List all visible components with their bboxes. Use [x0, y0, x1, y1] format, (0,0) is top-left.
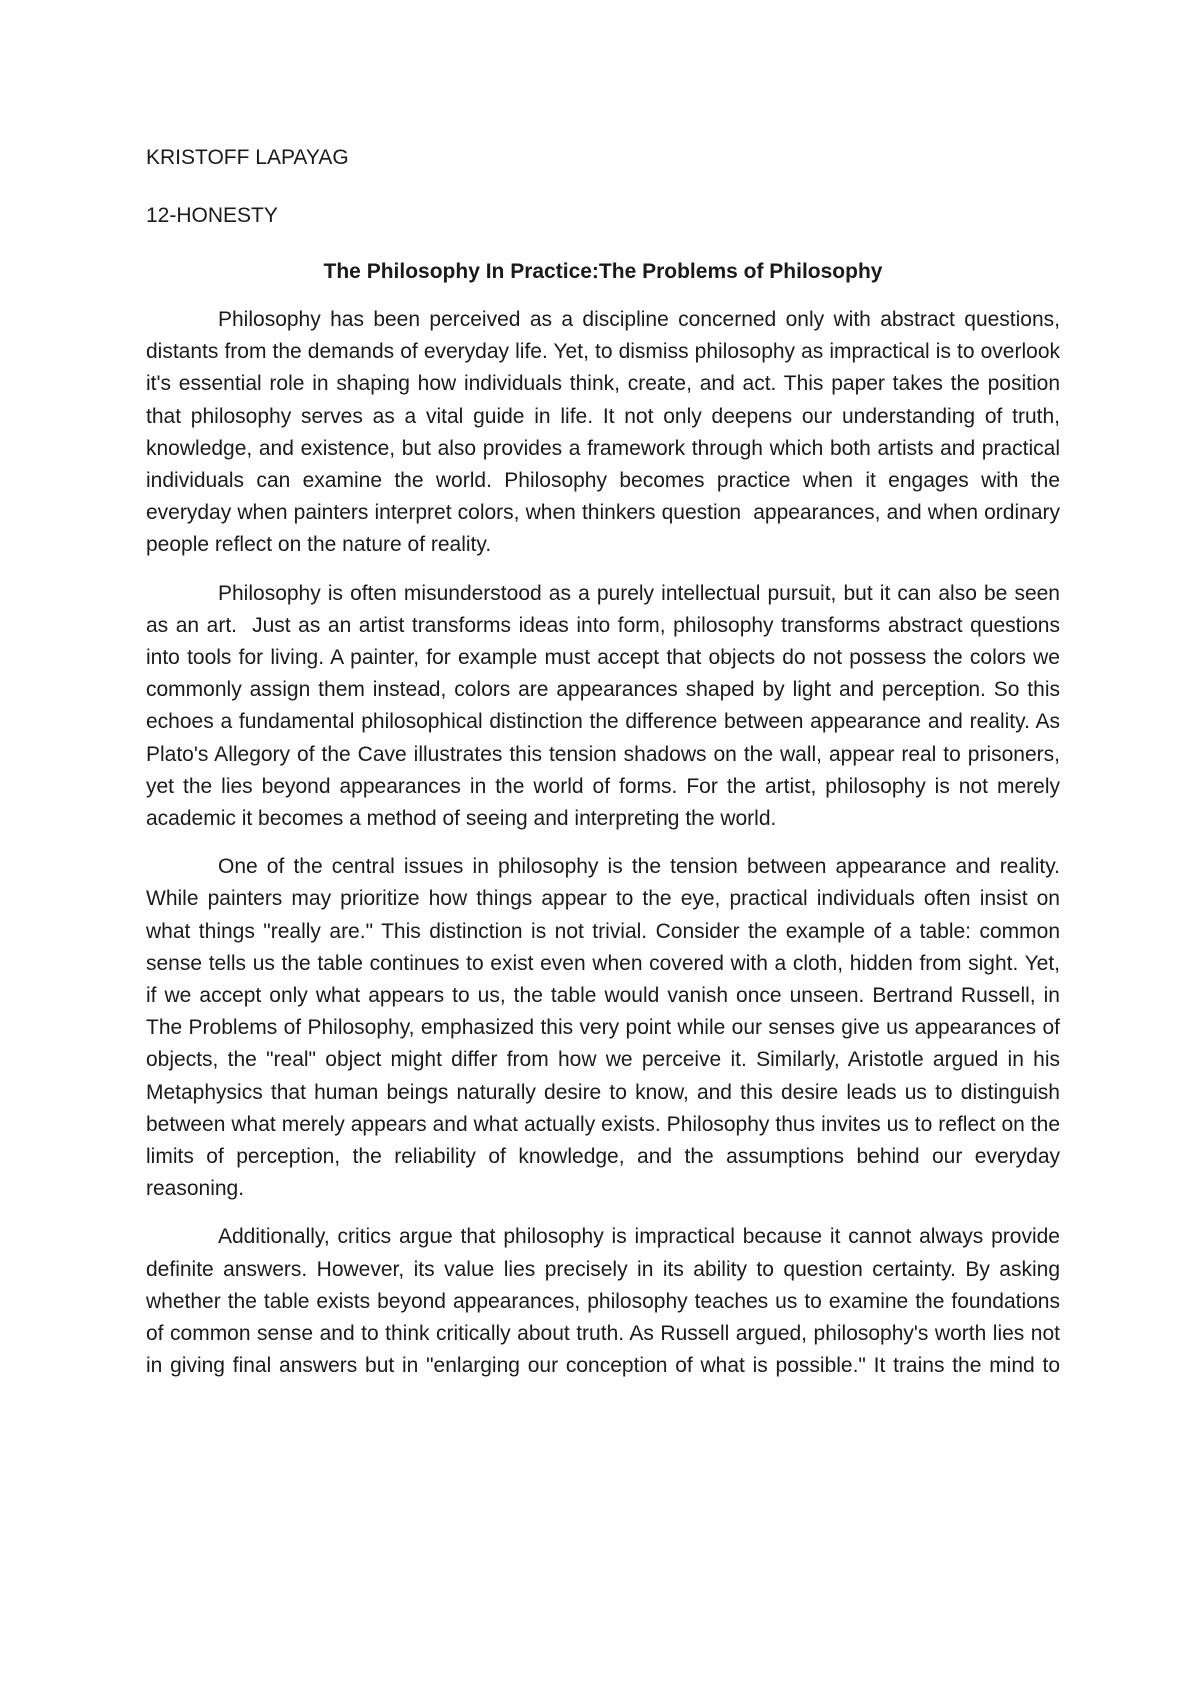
paragraph-1: Philosophy has been perceived as a discipline concerned only with abstract questions, distants from the demands of everyday life. Yet, to dismiss philosophy as impractical is to overlook it's essential role in shaping how individuals think, create, and act. This paper takes the position that philosophy serves as a vital guide in life. It not only deepens our understanding of truth, knowledge, and existence, but also provides a framework through which both artists and practical individuals can examine the world. Philosophy becomes practice when it engages with the everyday when painters interpret colors, when thinkers question appearances, and when ordinary people reflect on the nature of reality. — [146, 308, 1066, 557]
document-body — [146, 142, 1066, 1399]
paragraph-4: Additionally, critics argue that philosophy is impractical because it cannot always provide definite answers. However, its value lies precisely in its ability to question certainty. By asking whether the table exists beyond appearances, philosophy teaches us to examine the foundations of common sense and to think critically about truth. As Russell argued, philosophy's worth lies not in giving final answers but in "enlarging our conception of what is possible." It trains the mind to — [146, 1225, 1066, 1378]
document-title: The Philosophy In Practice:The Problems of Philosophy — [323, 260, 883, 283]
paragraph-2: Philosophy is often misunderstood as a purely intellectual pursuit, but it can also be seen as an art. Just as an artist transforms ideas into form, philosophy transforms abstract questions into tools for living. A painter, for example must accept that objects do not possess the colors we commonly assign them instead, colors are appearances shaped by light and perception. So this echoes a fundamental philosophical distinction the difference between appearance and reality. As Plato's Allegory of the Cave illustrates this tension shadows on the wall, appear real to prisoners, yet the lies beyond appearances in the world of forms. For the artist, philosophy is not merely academic it becomes a method of seeing and interpreting the world. — [146, 581, 1066, 831]
paragraph-3: One of the central issues in philosophy is the tension between appearance and reality. While painters may prioritize how things appear to the eye, practical individuals often insist on what things "really are." This distinction is not trivial. Consider the example of a table: common sense tells us the table continues to exist even when covered with a cloth, hidden from sight. Yet, if we accept only what appears to us, the table would vanish once unseen. Bertrand Russell, in The Problems of Philosophy, emphasized this very point while our senses give us appearances of objects, the "real" object might differ from how we perceive it. Similarly, Aristotle argued in his Metaphysics that human beings naturally desire to know, and this desire leads us to distinguish between what merely appears and what actually exists. Philosophy thus invites us to reflect on the limits of perception, the reliability of knowledge, and the assumptions behind our everyday reasoning. — [146, 855, 1066, 1201]
class-section: 12-HONESTY — [146, 204, 278, 227]
author-name: KRISTOFF LAPAYAG — [146, 146, 349, 169]
